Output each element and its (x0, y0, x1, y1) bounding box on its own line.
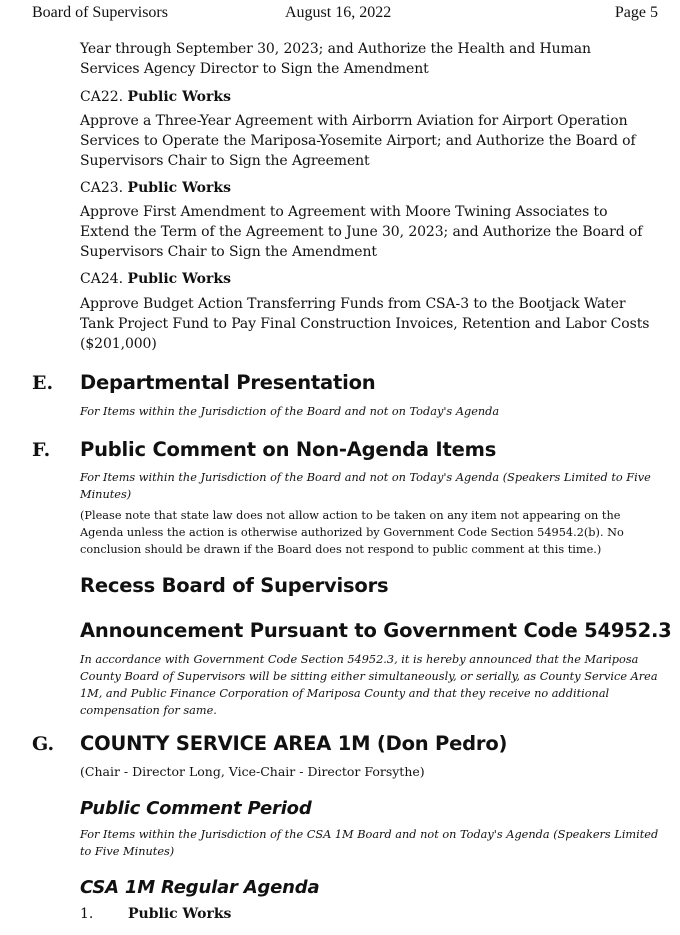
csa-item-dept: Public Works (128, 906, 232, 922)
section-f-letter: F. (32, 439, 51, 461)
consent-item-ca22-heading (80, 87, 231, 107)
section-g-chair: (Chair - Director Long, Vice-Chair - Director Forsythe) (80, 764, 425, 779)
public-comment-period-note: For Items within the Jurisdiction of the CSA 1M Board and not on Today's Agenda (Speakers Limited to Five Minutes) (80, 828, 659, 858)
consent-item-number: CA23. (80, 180, 124, 196)
consent-item-ca23-heading (80, 178, 231, 198)
public-comment-period-title: Public Comment Period (80, 798, 312, 819)
page-header (32, 4, 658, 24)
consent-item-dept: Public Works (127, 271, 231, 287)
csa-item-number: 1. (80, 906, 94, 922)
consent-item-ca23-text: Approve First Amendment to Agreement with Moore Twining Associates to Extend the Term of the Agreement to June 30, 2023; and Authorize the Board of Supervisors Chair to Sign the Amendment (80, 204, 643, 260)
announcement-title: Announcement Pursuant to Government Code 54952.3 (80, 619, 672, 642)
section-e-title: Departmental Presentation (80, 371, 376, 394)
consent-item-ca24-text: Approve Budget Action Transferring Funds from CSA-3 to the Bootjack Water Tank Project Fund to Pay Final Construction Invoices, Retention and Labor Costs ($201,000) (80, 296, 650, 352)
consent-item-number: CA22. (80, 89, 124, 105)
section-e-note: For Items within the Jurisdiction of the Board and not on Today's Agenda (80, 405, 500, 418)
consent-item-number: CA24. (80, 271, 124, 287)
consent-item-dept: Public Works (127, 180, 231, 196)
section-f-note: For Items within the Jurisdiction of the Board and not on Today's Agenda (Speakers Limited to Five Minutes) (80, 471, 651, 501)
announcement-text: In accordance with Government Code Section 54952.3, it is hereby announced that the Mariposa County Board of Supervisors will be sitting either simultaneously, or serially, as County Service Area 1M, and Public Finance Corporation of Mariposa County and that they receive no additional compensation for same. (80, 653, 658, 717)
section-g-title: COUNTY SERVICE AREA 1M (Don Pedro) (80, 732, 508, 755)
section-g-letter: G. (32, 733, 55, 755)
section-f-disclaimer: (Please note that state law does not allow action to be taken on any item not appearing on the Agenda unless the action is otherwise authorized by Government Code Section 54954.2(b). No conclusion should be drawn if the Board does not respond to public comment at this time.) (80, 509, 624, 556)
consent-item-ca22-text: Approve a Three-Year Agreement with Airborrn Aviation for Airport Operation Services to Operate the Mariposa-Yosemite Airport; and Authorize the Board of Supervisors Chair to Sign the Agreement (80, 113, 636, 169)
header-board-name: Board of Supervisors (32, 4, 168, 21)
consent-continued-text: Year through September 30, 2023; and Authorize the Health and Human Services Agency Director to Sign the Amendment (80, 41, 591, 77)
csa-regular-agenda-title: CSA 1M Regular Agenda (80, 877, 320, 898)
consent-item-dept: Public Works (127, 89, 231, 105)
recess-title: Recess Board of Supervisors (80, 574, 389, 597)
section-e-letter: E. (32, 372, 54, 394)
header-page-number: Page 5 (614, 4, 658, 21)
consent-item-ca24-heading (80, 269, 231, 289)
header-date: August 16, 2022 (285, 4, 392, 21)
section-f-title: Public Comment on Non-Agenda Items (80, 438, 497, 461)
